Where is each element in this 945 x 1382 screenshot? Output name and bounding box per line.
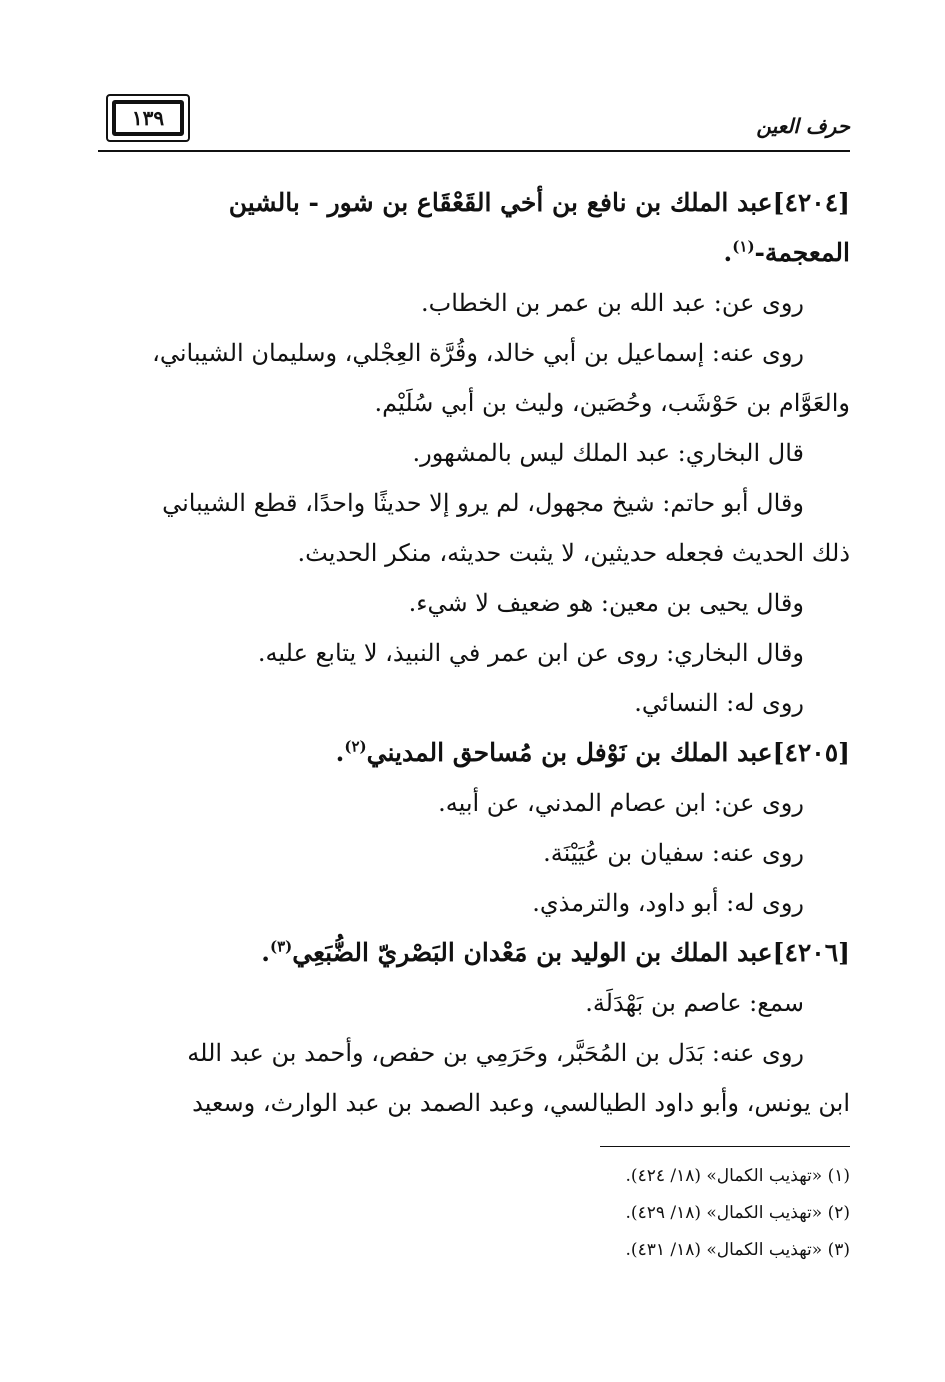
text-line: والعَوَّام بن حَوْشَب، وحُصَين، وليث بن أبي سُلَيْم. [374,389,850,417]
footnotes [400,1158,850,1269]
page-number: ١٣٩ [112,100,184,136]
text-line: روى له: أبو داود، والترمذي. [532,889,804,917]
running-title: حرف العين [756,114,850,138]
footnote-ref-1: (١) [732,237,755,256]
entry-heading-4206 [105,928,850,978]
page-number-box [106,94,190,142]
entry-heading-4204-continued [105,228,850,278]
text-line: روى عن: عبد الله بن عمر بن الخطاب. [420,289,804,317]
entry-heading-4205 [105,728,850,778]
text-line: روى عنه: بَدَل بن المُحَبَّر، وحَرَمِي بن حفص، وأحمد بن عبد الله [187,1039,804,1067]
footnote-ref-3: (٣) [270,937,293,956]
footnote-1: (١) «تهذيب الكمال» (١٨/ ٤٢٤). [625,1166,850,1186]
footnote-separator [600,1146,850,1147]
footnote-2: (٢) «تهذيب الكمال» (١٨/ ٤٢٩). [625,1203,850,1223]
header-rule [98,150,850,152]
text-line: روى عن: ابن عصام المدني، عن أبيه. [438,789,804,817]
text-line: ابن يونس، وأبو داود الطيالسي، وعبد الصمد بن عبد الوارث، وسعيد [192,1089,850,1117]
entry-end: . [335,738,345,767]
text-line: روى عنه: إسماعيل بن أبي خالد، وقُرَّة العِجْلي، وسليمان الشيباني، [152,339,804,367]
entry-end: . [261,938,270,967]
entry-heading-text: [٤٢٠٦]عبد الملك بن الوليد بن مَعْدان البَصْريّ الضُّبَعِي [292,938,850,967]
footnote-3: (٣) «تهذيب الكمال» (١٨/ ٤٣١). [625,1240,850,1260]
text-line: قال البخاري: عبد الملك ليس بالمشهور. [412,439,804,467]
entry-end: . [723,238,733,267]
text-line: وقال أبو حاتم: شيخ مجهول، لم يرو إلا حديثًا واحدًا، قطع الشيباني [162,489,804,517]
text-line: ذلك الحديث فجعله حديثين، لا يثبت حديثه، منكر الحديث. [297,539,850,567]
text-line: روى عنه: سفيان بن عُيَيْنَة. [543,839,804,867]
text-line: وقال البخاري: روى عن ابن عمر في النبيذ، لا يتابع عليه. [257,639,804,667]
text-line: روى له: النسائي. [634,689,804,717]
entry-heading-text: [٤٢٠٥]عبد الملك بن نَوْفل بن مُساحق المديني [366,738,850,767]
entry-heading-text: المعجمة- [754,238,850,267]
main-text [105,178,850,1128]
text-line: سمع: عاصم بن بَهْدَلَة. [585,989,804,1017]
text-line: وقال يحيى بن معين: هو ضعيف لا شيء. [408,589,804,617]
footnote-ref-2: (٢) [344,737,367,756]
entry-heading-4204: [٤٢٠٤]عبد الملك بن نافع بن أخي القَعْقَاع بن شور - بالشين [228,188,850,217]
page-header [98,92,850,154]
